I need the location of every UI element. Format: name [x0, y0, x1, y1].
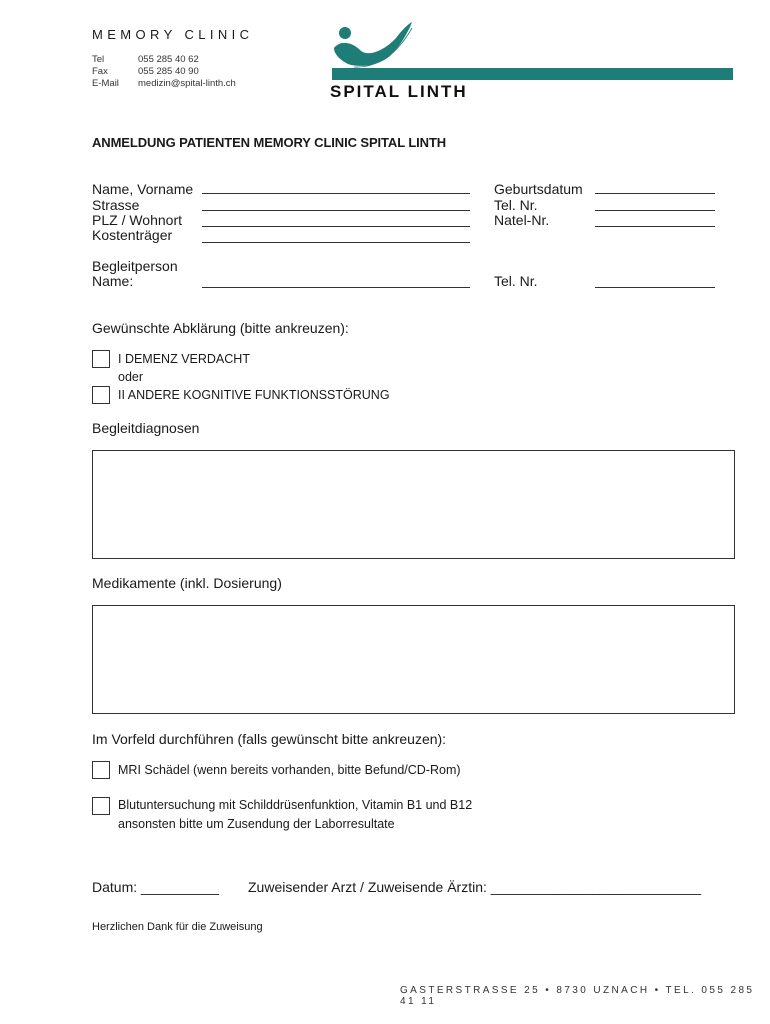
cognitive-disorder-checkbox[interactable]	[92, 386, 110, 404]
birthdate-label: Geburtsdatum	[494, 181, 583, 197]
medication-textarea[interactable]	[92, 605, 735, 714]
mri-option-label: MRI Schädel (wenn bereits vorhanden, bitte Befund/CD-Rom)	[118, 763, 461, 777]
mobile-label: Natel-Nr.	[494, 212, 550, 228]
preliminary-heading: Im Vorfeld durchführen (falls gewünscht bitte ankreuzen):	[92, 731, 447, 747]
name-label: Name, Vorname	[92, 181, 194, 197]
contact-value: medizin@spital-linth.ch	[138, 78, 236, 89]
name-input-line[interactable]	[202, 193, 470, 194]
companion-label: Begleitperson	[92, 258, 178, 274]
date-label: Datum: __________	[92, 879, 219, 895]
blood-test-checkbox[interactable]	[92, 797, 110, 815]
contact-block	[92, 54, 236, 90]
contact-label: E-Mail	[92, 78, 119, 89]
contact-row-tel	[92, 54, 236, 66]
insurer-label: Kostenträger	[92, 227, 173, 243]
cognitive-option-label: II ANDERE KOGNITIVE FUNKTIONSSTÖRUNG	[118, 388, 390, 402]
logo-band	[332, 68, 733, 80]
medication-label: Medikamente (inkl. Dosierung)	[92, 575, 282, 591]
referrer-label: Zuweisender Arzt / Zuweisende Ärztin: ___________________________	[248, 879, 701, 895]
blood-test-note: ansonsten bitte um Zusendung der Laborresultate	[118, 817, 395, 831]
assessment-heading: Gewünschte Abklärung (bitte ankreuzen):	[92, 320, 349, 336]
street-label: Strasse	[92, 197, 140, 213]
companion-name-label: Name:	[92, 273, 134, 289]
dementia-checkbox[interactable]	[92, 350, 110, 368]
dementia-option-label: I DEMENZ VERDACHT	[118, 352, 250, 366]
or-label: oder	[118, 370, 144, 384]
companion-phone-input-line[interactable]	[595, 287, 715, 288]
clinic-title: MEMORY CLINIC	[92, 27, 254, 42]
mobile-input-line[interactable]	[595, 226, 715, 227]
companion-name-input-line[interactable]	[202, 287, 470, 288]
insurer-input-line[interactable]	[202, 242, 470, 243]
birthdate-input-line[interactable]	[595, 193, 715, 194]
companion-phone-label: Tel. Nr.	[494, 273, 538, 289]
phone-label: Tel. Nr.	[494, 197, 538, 213]
contact-row-fax	[92, 66, 236, 78]
logo-head-shape	[339, 27, 351, 39]
contact-row-email	[92, 78, 236, 90]
comorbidities-label: Begleitdiagnosen	[92, 420, 200, 436]
street-input-line[interactable]	[202, 210, 470, 211]
contact-value: 055 285 40 62	[138, 54, 199, 65]
phone-input-line[interactable]	[595, 210, 715, 211]
thanks-note: Herzlichen Dank für die Zuweisung	[92, 921, 263, 933]
zip-city-label: PLZ / Wohnort	[92, 212, 183, 228]
brand-name: SPITAL LINTH	[330, 82, 468, 101]
contact-value: 055 285 40 90	[138, 66, 199, 77]
mri-checkbox[interactable]	[92, 761, 110, 779]
comorbidities-textarea[interactable]	[92, 450, 735, 559]
contact-label: Tel	[92, 54, 105, 65]
blood-test-option-label: Blutuntersuchung mit Schilddrüsenfunktion, Vitamin B1 und B12	[118, 798, 473, 812]
form-title: ANMELDUNG PATIENTEN MEMORY CLINIC SPITAL LINTH	[92, 135, 447, 150]
footer-address: GASTERSTRASSE 25 • 8730 UZNACH • TEL. 055 285 41 11	[400, 985, 755, 1007]
zip-city-input-line[interactable]	[202, 226, 470, 227]
contact-label: Fax	[92, 66, 108, 77]
